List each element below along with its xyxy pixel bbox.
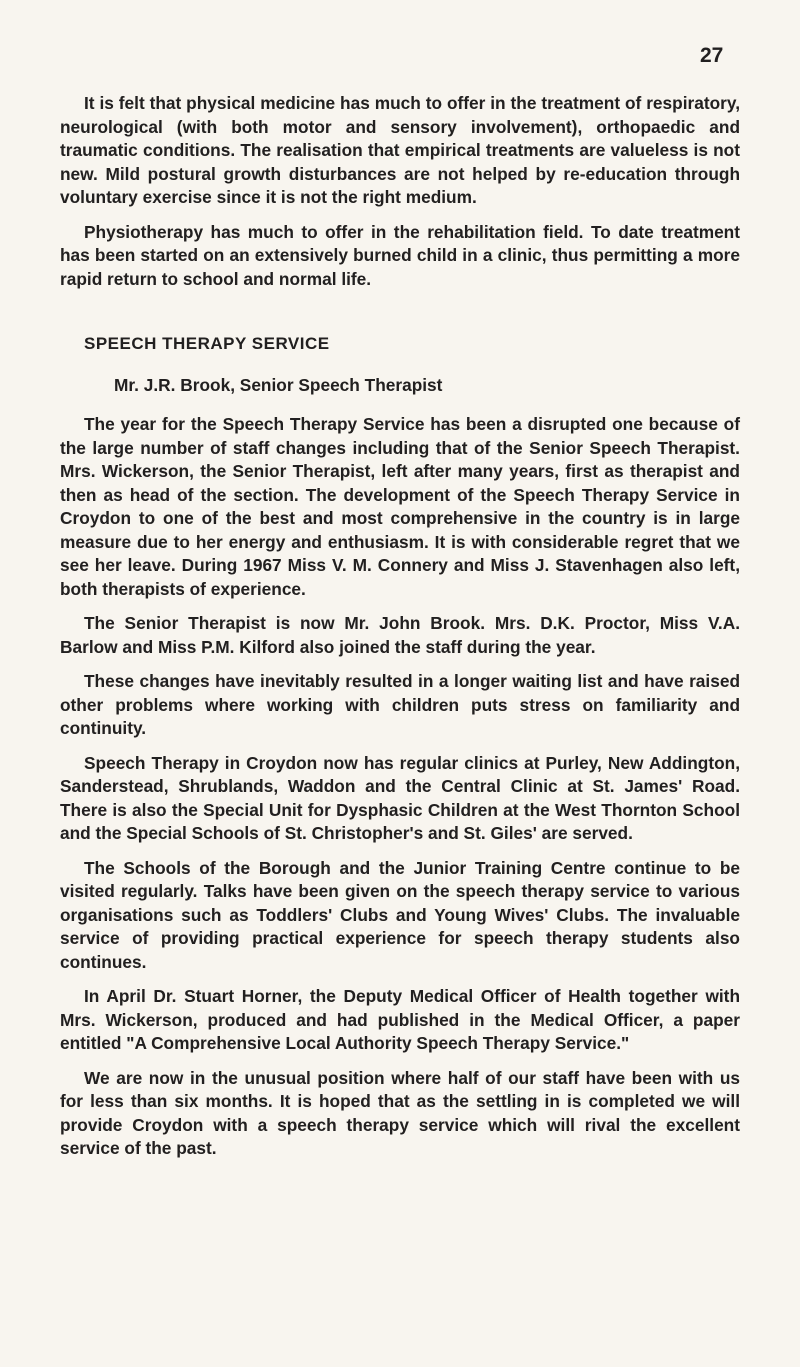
section-heading: SPEECH THERAPY SERVICE: [84, 334, 330, 353]
page-number: 27: [700, 44, 724, 67]
paragraph-clinics: Speech Therapy in Croydon now has regular clinics at Purley, New Addington, Sanderstead, Shrublands, Waddon and the Central Clinic at St. James' Road. There is also the Special Unit for Dysphasic Children at the West Thornton School and the Special Schools of St. Christopher's and St. Giles' are served.: [60, 752, 740, 843]
page-content: [60, 92, 740, 1172]
paragraph-outlook: We are now in the unusual position where half of our staff have been with us for less than six months. It is hoped that as the settling in is completed we will provide Croydon with a speech therapy service which will rival the excellent service of the past.: [60, 1067, 740, 1158]
paragraph-waiting-list: These changes have inevitably resulted in a longer waiting list and have raised other problems where working with children puts stress on familiarity and continuity.: [60, 671, 740, 738]
paragraph-schools: The Schools of the Borough and the Junior Training Centre continue to be visited regularly. Talks have been given on the speech therapy service to various organisations such as Toddlers' Clubs and Young Wives' Clubs. The invaluable service of providing practical experience for speech therapy students also continues.: [60, 857, 740, 972]
paragraph-disrupted-year: The year for the Speech Therapy Service has been a disrupted one because of the large number of staff changes including that of the Senior Speech Therapist. Mrs. Wickerson, the Senior Therapist, left after many years, first as therapist and then as head of the section. The development of the Speech Therapy Service in Croydon to one of the best and most comprehensive in the country is in large measure due to her energy and enthusiasm. It is with considerable regret that we see her leave. During 1967 Miss V. M. Connery and Miss J. Stavenhagen also left, both therapists of experience.: [60, 414, 740, 599]
paragraph-new-staff: The Senior Therapist is now Mr. John Brook. Mrs. D.K. Proctor, Miss V.A. Barlow and Miss P.M. Kilford also joined the staff during the year.: [60, 613, 740, 657]
intro-paragraph-physical-medicine: It is felt that physical medicine has much to offer in the treatment of respiratory, neurological (with both motor and sensory involvement), orthopaedic and traumatic conditions. The realisation that empirical treatments are valueless is not new. Mild postural growth disturbances are not helped by re-education through voluntary exercise since it is not the right medium.: [60, 93, 740, 207]
intro-paragraph-physiotherapy: Physiotherapy has much to offer in the rehabilitation field. To date treatment has been started on an extensively burned child in a clinic, thus permitting a more rapid return to school and normal life.: [60, 221, 740, 289]
paragraph-publication: In April Dr. Stuart Horner, the Deputy Medical Officer of Health together with Mrs. Wickerson, produced and had published in the Medical Officer, a paper entitled "A Comprehensive Local Authority Speech Therapy Service.": [60, 986, 740, 1053]
section-byline: Mr. J.R. Brook, Senior Speech Therapist: [114, 375, 443, 395]
